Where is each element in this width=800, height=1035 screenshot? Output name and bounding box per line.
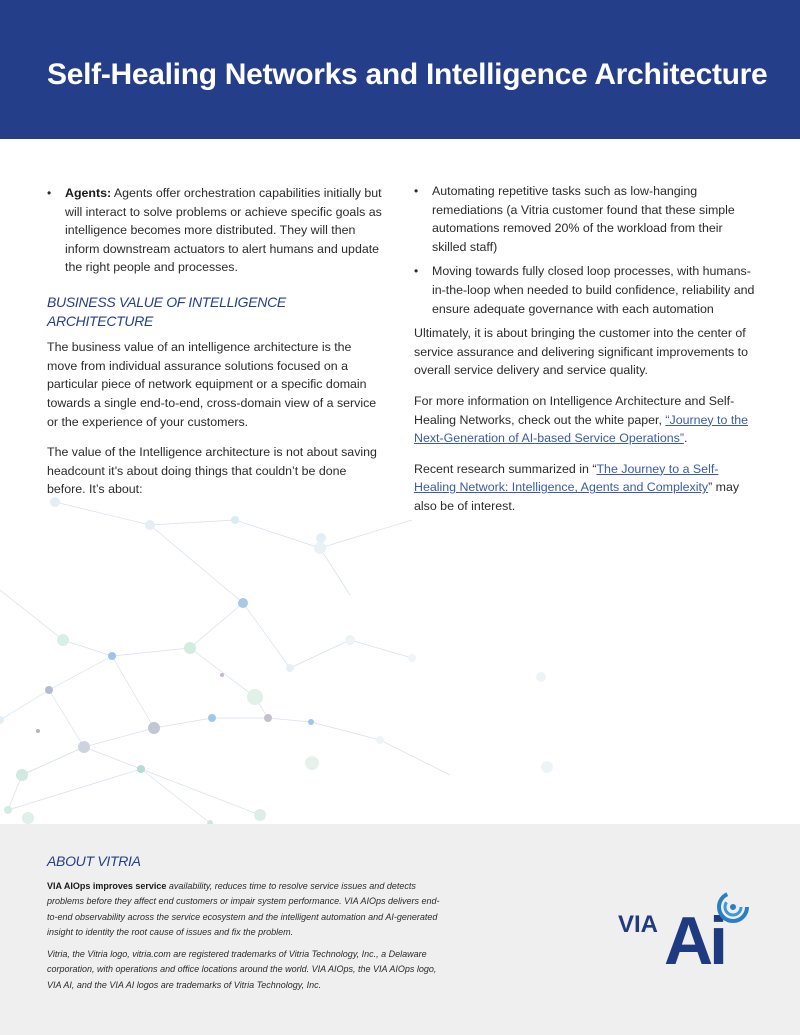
bullet-dot: • [47, 186, 52, 200]
business-value-paragraph: The business value of an intelligence architecture is the move from individual assurance solutions focused on a particular piece of network equipment or a specific domain towards a single end-to-end, cross-domain view of a service or the experience of your customers. [47, 340, 377, 429]
bullet-dot: • [414, 264, 419, 279]
more-info-paragraph [414, 392, 759, 448]
bullet-automating [414, 182, 759, 256]
logo-ai-text: Ai [664, 903, 724, 968]
section-heading: BUSINESS VALUE OF INTELLIGENCE ARCHITECTURE [47, 293, 286, 329]
research-paragraph [414, 460, 759, 516]
about-text: availability, reduces time to resolve service issues and detects problems before they affect end customers or impair system performance. VIA AIOps delivers end-to-end observability across the service ecosystem and the intelligent automation and AI-generated insight to identity the root cause of issues and fix the problem. [47, 881, 440, 938]
about-heading: ABOUT VITRIA [47, 853, 141, 869]
research-suffix: ” may also be of interest. [414, 480, 740, 513]
bullet-agents [47, 184, 382, 277]
header-banner [0, 0, 800, 139]
research-prefix: Recent research summarized in “ [414, 461, 597, 476]
more-info-suffix: . [683, 431, 688, 446]
bullet-closed-loop [414, 262, 759, 318]
via-ai-logo [616, 890, 756, 968]
page-title: Self-Healing Networks and Intelligence Architecture [47, 58, 768, 91]
network-graphic [0, 480, 800, 825]
left-column [47, 184, 382, 511]
about-bold: VIA AIOps improves service [47, 881, 167, 891]
about-paragraph [47, 879, 447, 941]
bullet-dot: • [414, 184, 419, 198]
legal-paragraph: Vitria, the Vitria logo, vitria.com are registered trademarks of Vitria Technology, Inc., a Delaware corporation, with operations and office locations around the world. VIA AIOps, the VIA AIOps logo, VIA AI, and the VIA AI logos are trademarks of Vitria Technology, Inc. [47, 949, 437, 990]
research-link[interactable]: The Journey to a Self-Healing Network: Intelligence, Agents and Complexity [414, 461, 719, 495]
value-intro-paragraph: The value of the Intelligence architecture is not about saving headcount it’s about doing things that couldn’t be done before. It’s about: [47, 445, 377, 497]
bullet-agents-text: Agents offer orchestration capabilities initially but will interact to solve problems or achieve specific goals as intelligence becomes more distributed. They will then inform downstream actuators to alert humans and update the right people and processes. [65, 186, 382, 275]
right-column [414, 182, 759, 528]
white-paper-link[interactable]: “Journey to the Next-Generation of AI-based Service Operations” [414, 412, 749, 446]
logo-via-text: VIA [618, 911, 659, 938]
bullet-automating-text: Automating repetitive tasks such as low-hanging remediations (a Vitria customer found that these simple automations removed 20% of the workload from their skilled staff) [432, 184, 735, 254]
more-info-prefix: For more information on Intelligence Architecture and Self-Healing Networks, check out the white paper, [414, 393, 735, 427]
ultimately-paragraph: Ultimately, it is about bringing the customer into the center of service assurance and delivering significant improvements to overall service delivery and service quality. [414, 326, 749, 378]
bullet-agents-label: Agents: [65, 186, 112, 200]
bullet-closed-loop-text: Moving towards fully closed loop processes, with humans-in-the-loop when needed to build confidence, reliability and ensure adequate governance with each automation [432, 264, 755, 316]
